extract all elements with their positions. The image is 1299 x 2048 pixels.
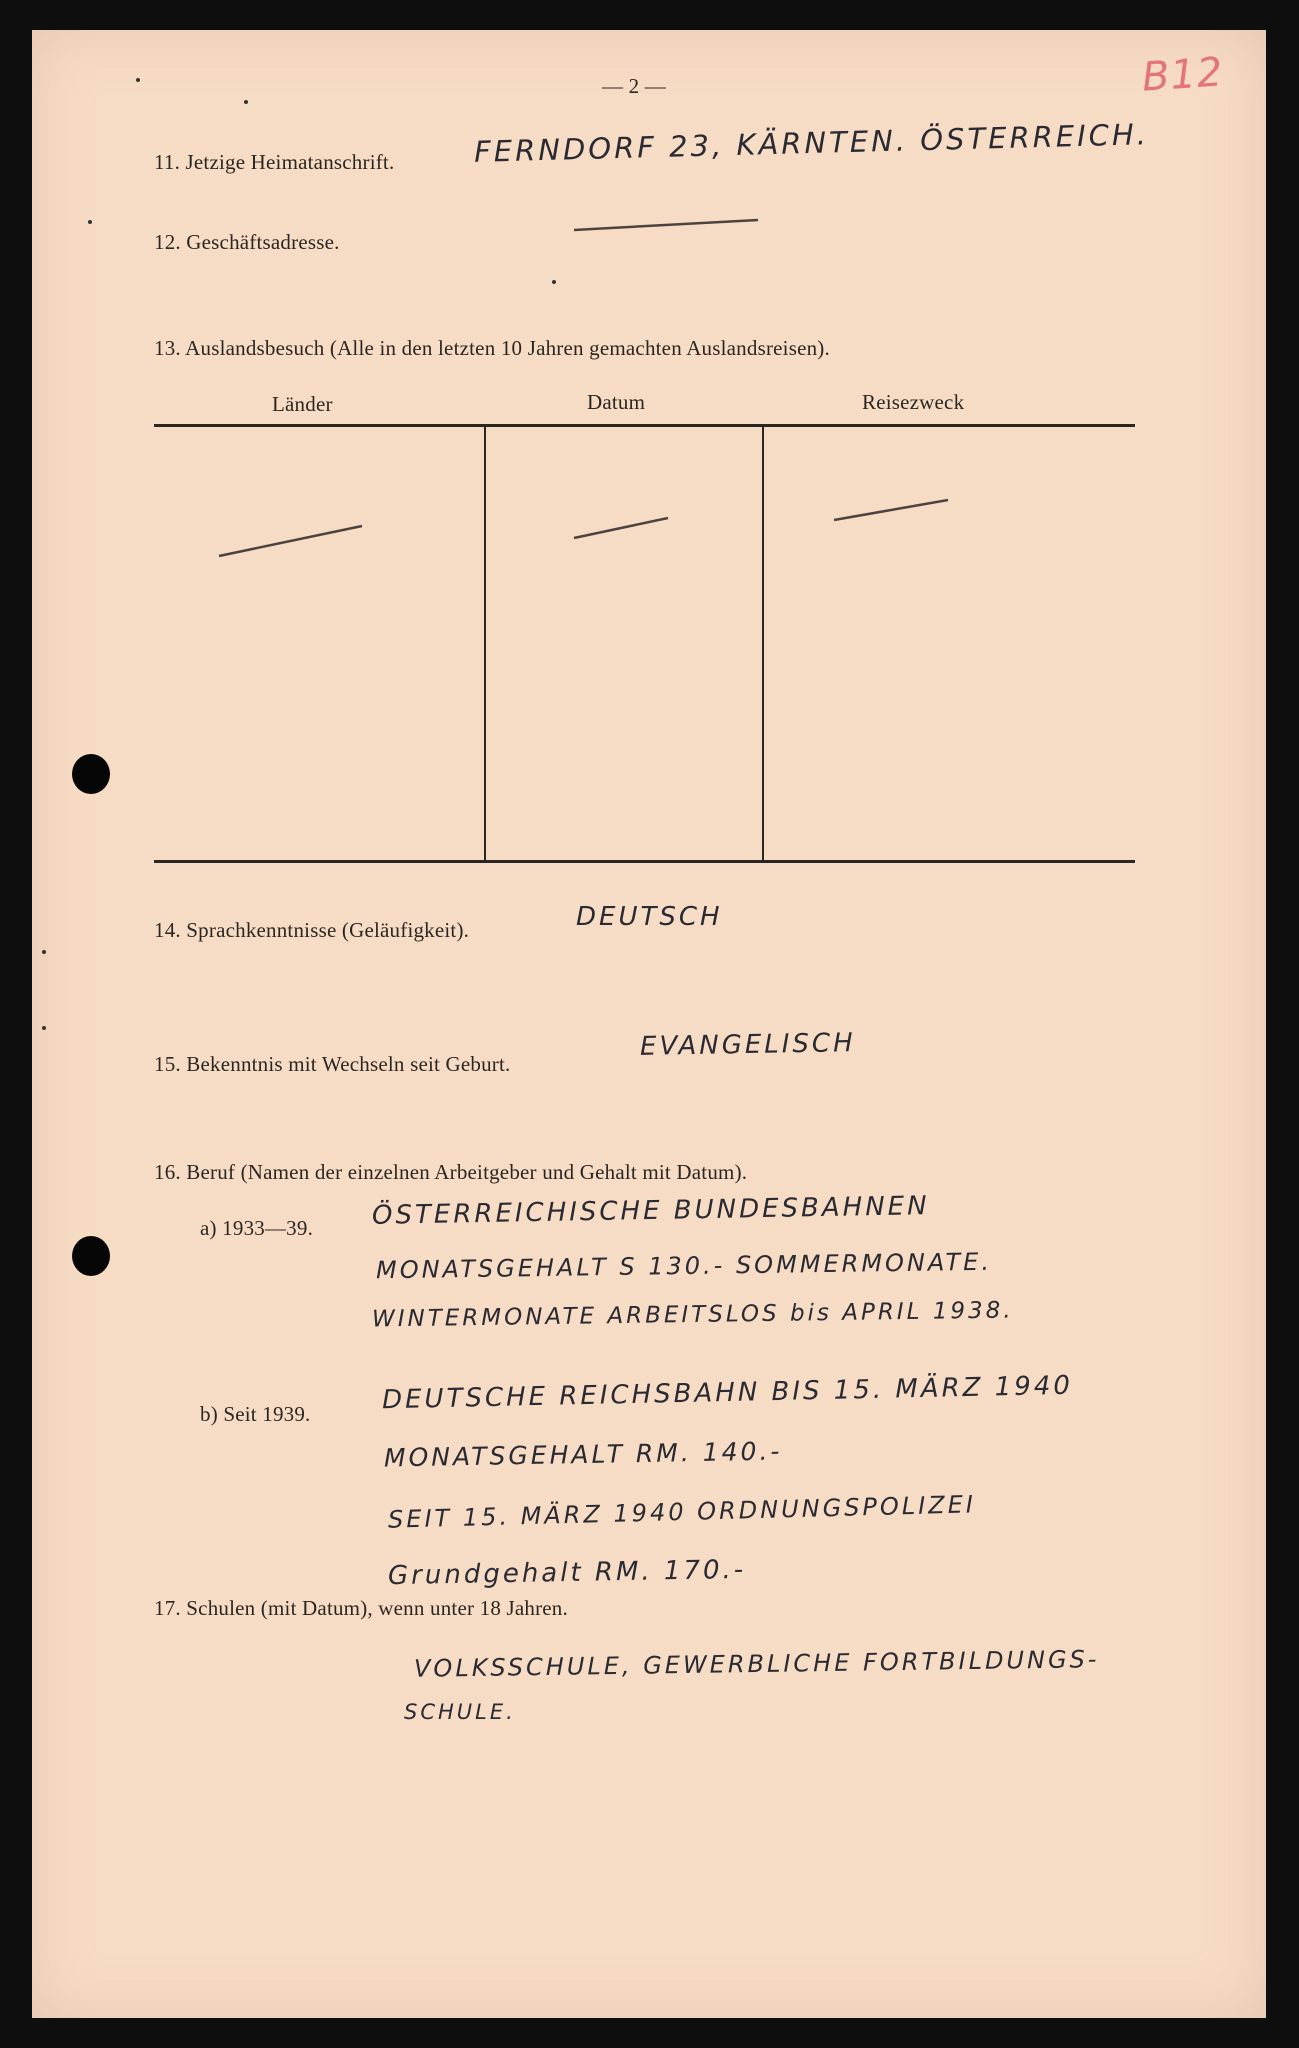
field-15-value: EVANGELISCH (639, 1028, 856, 1062)
punch-hole-top (72, 754, 110, 794)
field-16b-line-4: Grundgehalt RM. 170.- (387, 1554, 747, 1592)
travel-table-top-rule (154, 424, 1135, 427)
travel-purpose-dash (832, 496, 952, 526)
field-16a-line-3: WINTERMONATE ARBEITSLOS bis APRIL 1938. (371, 1297, 1014, 1333)
field-11-value: FERNDORF 23, KÄRNTEN. ÖSTERREICH. (473, 117, 1150, 169)
travel-countries-dash (217, 522, 367, 562)
field-13-label: 13. Auslandsbesuch (Alle in den letzten 10 Jahren gemachten Auslandsreisen). (154, 336, 830, 360)
page-number: — 2 — (602, 74, 666, 98)
travel-table-divider-1 (484, 426, 486, 862)
archive-stamp: B12 (1140, 49, 1225, 101)
speck (244, 100, 248, 104)
travel-header-countries: Länder (272, 392, 333, 416)
field-14-label: 14. Sprachkenntnisse (Geläufigkeit). (154, 918, 470, 942)
field-14-value: DEUTSCH (576, 902, 723, 932)
speck (136, 78, 140, 82)
travel-table-bottom-rule (154, 860, 1135, 863)
field-17-label: 17. Schulen (mit Datum), wenn unter 18 Jahren. (154, 1596, 568, 1620)
field-16-label: 16. Beruf (Namen der einzelnen Arbeitgeber und Gehalt mit Datum). (154, 1160, 748, 1184)
field-17-line-2: SCHULE. (404, 1700, 516, 1724)
field-17-line-1: VOLKSSCHULE, GEWERBLICHE FORTBILDUNGS- (413, 1645, 1100, 1683)
speck (42, 1026, 46, 1030)
travel-date-dash (572, 514, 672, 544)
field-16b-line-3: SEIT 15. MÄRZ 1940 ORDNUNGSPOLIZEI (387, 1490, 977, 1534)
field-16a-line-1: ÖSTERREICHISCHE BUNDESBAHNEN (371, 1191, 930, 1231)
field-16b-line-1: DEUTSCHE REICHSBAHN BIS 15. MÄRZ 1940 (381, 1370, 1074, 1416)
field-12-label: 12. Geschäftsadresse. (154, 230, 340, 254)
field-11-label: 11. Jetzige Heimatanschrift. (154, 150, 395, 174)
punch-hole-bottom (72, 1236, 110, 1276)
document-page (32, 30, 1266, 2018)
field-15-label: 15. Bekenntnis mit Wechseln seit Geburt. (154, 1052, 511, 1076)
speck (88, 220, 92, 224)
travel-header-date: Datum (587, 390, 646, 414)
speck (42, 950, 46, 954)
travel-header-purpose: Reisezweck (862, 390, 965, 414)
field-16b-label: b) Seit 1939. (200, 1402, 311, 1426)
travel-table-divider-2 (762, 426, 764, 862)
field-16a-line-2: MONATSGEHALT S 130.- SOMMERMONATE. (375, 1247, 993, 1285)
field-12-dash (572, 216, 762, 236)
field-16b-line-2: MONATSGEHALT RM. 140.- (383, 1436, 783, 1473)
speck (552, 280, 556, 284)
field-16a-label: a) 1933—39. (200, 1216, 314, 1240)
